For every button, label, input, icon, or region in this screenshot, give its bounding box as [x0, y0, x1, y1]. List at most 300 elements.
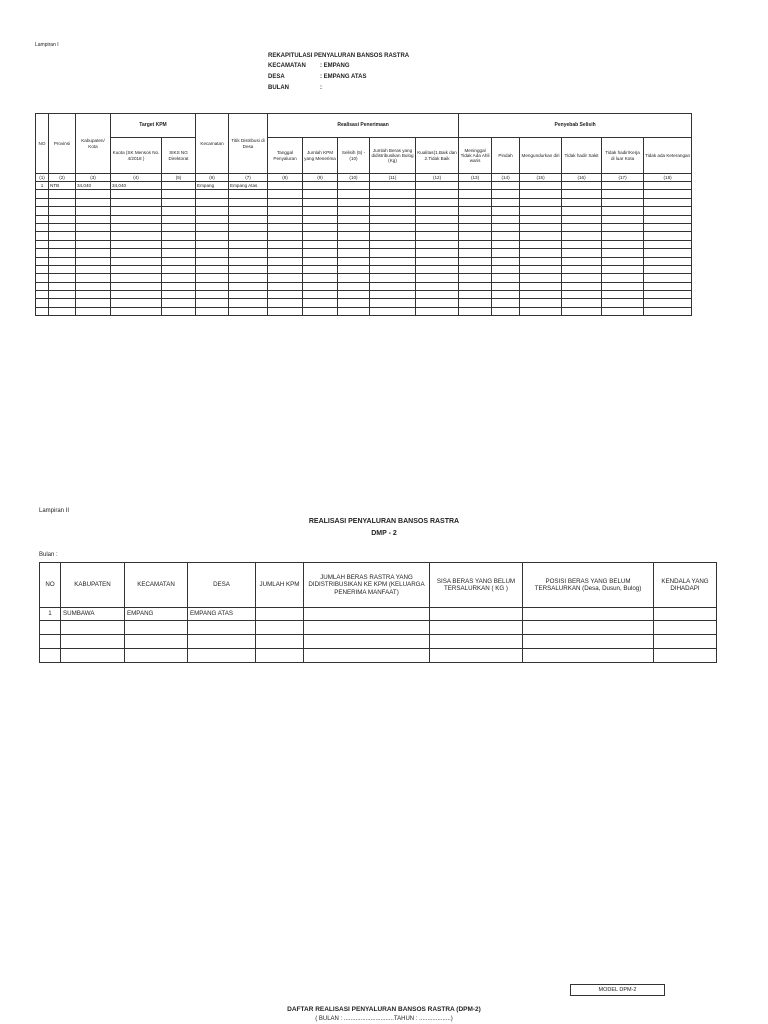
cell-empty — [36, 207, 49, 215]
cell-empty — [520, 198, 562, 206]
cell-empty — [303, 240, 338, 248]
cell2-kabupaten: SUMBAWA — [61, 608, 125, 621]
cell-empty — [520, 265, 562, 273]
col-number: (14) — [492, 174, 520, 182]
col-number: (9) — [303, 174, 338, 182]
cell-titik: Empang Atas — [229, 182, 268, 190]
cell-empty — [111, 274, 162, 282]
cell2-desa: EMPANG ATAS — [188, 608, 256, 621]
cell-empty — [162, 190, 196, 198]
cell-empty — [268, 307, 303, 315]
cell-empty — [36, 274, 49, 282]
cell-empty — [303, 198, 338, 206]
col-titik-distribusi: Titik Distribusi di Desa — [229, 114, 268, 174]
cell-empty — [268, 182, 303, 190]
realisasi-table — [39, 562, 717, 663]
cell-empty — [523, 608, 654, 621]
cell-empty — [338, 299, 370, 307]
cell-empty — [416, 257, 459, 265]
cell-empty — [188, 635, 256, 649]
cell-empty — [416, 291, 459, 299]
cell-empty — [602, 257, 644, 265]
cell-empty — [111, 240, 162, 248]
desa-label: DESA — [268, 74, 285, 80]
col-pindah: Pindah — [492, 138, 520, 174]
col-luar-kota: Tidak hadir/Kerja di luar Kota — [602, 138, 644, 174]
cell-empty — [644, 249, 692, 257]
cell-empty — [162, 274, 196, 282]
cell-empty — [459, 274, 492, 282]
cell-empty — [162, 282, 196, 290]
table-row — [36, 232, 692, 240]
cell-empty — [196, 207, 229, 215]
cell-empty — [188, 621, 256, 635]
cell-empty — [562, 232, 602, 240]
cell-siks — [162, 182, 196, 190]
table-row — [36, 274, 692, 282]
cell-empty — [492, 207, 520, 215]
cell-empty — [562, 257, 602, 265]
col-siks: SIKS NG Direktorat — [162, 138, 196, 174]
cell-empty — [416, 207, 459, 215]
cell-empty — [562, 215, 602, 223]
col2-jumlah-kpm: JUMLAH KPM — [256, 563, 304, 608]
cell-empty — [49, 282, 76, 290]
cell-empty — [36, 257, 49, 265]
cell-empty — [492, 265, 520, 273]
cell-empty — [229, 240, 268, 248]
cell-empty — [111, 291, 162, 299]
cell-empty — [196, 291, 229, 299]
cell-empty — [459, 182, 492, 190]
col-provinsi: Provinsi — [49, 114, 76, 174]
cell-empty — [303, 257, 338, 265]
cell-empty — [36, 190, 49, 198]
cell-empty — [76, 265, 111, 273]
cell-empty — [76, 240, 111, 248]
cell-empty — [76, 291, 111, 299]
cell-empty — [229, 198, 268, 206]
cell-empty — [338, 207, 370, 215]
cell-empty — [644, 282, 692, 290]
cell-empty — [520, 182, 562, 190]
col-tanggal: Tanggal Penyaluran — [268, 138, 303, 174]
cell-empty — [338, 307, 370, 315]
cell-empty — [644, 299, 692, 307]
cell-empty — [49, 215, 76, 223]
cell-empty — [76, 307, 111, 315]
cell-empty — [492, 182, 520, 190]
cell-empty — [111, 190, 162, 198]
cell-empty — [430, 649, 523, 663]
cell-empty — [654, 649, 717, 663]
cell-empty — [602, 274, 644, 282]
col-number: (13) — [459, 174, 492, 182]
cell-empty — [459, 190, 492, 198]
cell-empty — [162, 291, 196, 299]
cell-empty — [562, 198, 602, 206]
cell-empty — [370, 291, 416, 299]
col-selisih: Selisih (5) - (10) — [338, 138, 370, 174]
table-row — [36, 265, 692, 273]
cell2-no: 1 — [40, 608, 61, 621]
col2-kecamatan: KECAMATAN — [125, 563, 188, 608]
table-row — [40, 608, 717, 621]
sheet1-title: REKAPITULASI PENYALURAN BANSOS RASTRA — [268, 53, 410, 59]
cell-empty — [111, 265, 162, 273]
cell-empty — [520, 299, 562, 307]
cell-empty — [36, 282, 49, 290]
cell-empty — [76, 257, 111, 265]
lampiran-1-label: Lampiran I — [35, 42, 59, 48]
cell-empty — [338, 198, 370, 206]
cell-empty — [40, 635, 61, 649]
cell-empty — [36, 232, 49, 240]
col2-no: NO — [40, 563, 61, 608]
col-number: (6) — [196, 174, 229, 182]
cell-empty — [416, 274, 459, 282]
cell-empty — [430, 635, 523, 649]
col-no: NO — [36, 114, 49, 174]
cell-empty — [304, 649, 430, 663]
cell-empty — [36, 265, 49, 273]
col-jumlah-beras: Jumlah Beras yang didistribusikan Bulog (Kg) — [370, 138, 416, 174]
cell-empty — [338, 265, 370, 273]
cell-empty — [303, 249, 338, 257]
cell-empty — [370, 257, 416, 265]
cell-empty — [370, 215, 416, 223]
table-row — [36, 291, 692, 299]
cell-empty — [49, 190, 76, 198]
cell-empty — [125, 621, 188, 635]
sheet3-subtitle: ( BULAN : ..............................TAHUN : ...................) — [315, 1016, 453, 1022]
cell-empty — [602, 223, 644, 231]
cell-empty — [196, 190, 229, 198]
rekapitulasi-table — [35, 113, 692, 316]
cell-empty — [416, 190, 459, 198]
cell-empty — [459, 215, 492, 223]
cell-empty — [36, 291, 49, 299]
cell-empty — [49, 257, 76, 265]
cell-empty — [562, 240, 602, 248]
cell-empty — [654, 621, 717, 635]
cell-empty — [196, 307, 229, 315]
col-number: (4) — [111, 174, 162, 182]
cell-empty — [125, 635, 188, 649]
cell-empty — [303, 291, 338, 299]
cell-empty — [162, 223, 196, 231]
model-box: MODEL DPM-2 — [570, 984, 665, 996]
cell-empty — [229, 291, 268, 299]
cell-empty — [268, 240, 303, 248]
cell-empty — [268, 274, 303, 282]
cell-empty — [370, 307, 416, 315]
cell-empty — [370, 232, 416, 240]
cell-empty — [196, 223, 229, 231]
cell-empty — [61, 621, 125, 635]
cell-empty — [268, 190, 303, 198]
cell-empty — [338, 291, 370, 299]
table-row — [36, 257, 692, 265]
cell-empty — [562, 274, 602, 282]
table-row — [40, 621, 717, 635]
cell-empty — [303, 282, 338, 290]
cell-empty — [196, 299, 229, 307]
col2-kabupaten: KABUPATEN — [61, 563, 125, 608]
cell-empty — [520, 223, 562, 231]
cell-empty — [338, 257, 370, 265]
cell-empty — [492, 223, 520, 231]
cell-empty — [492, 282, 520, 290]
sheet2-title: REALISASI PENYALURAN BANSOS RASTRA — [308, 518, 460, 525]
cell-empty — [268, 223, 303, 231]
cell-empty — [338, 182, 370, 190]
cell-empty — [40, 621, 61, 635]
kecamatan-label: KECAMATAN — [268, 63, 306, 69]
cell-empty — [49, 223, 76, 231]
cell-empty — [523, 649, 654, 663]
cell-empty — [76, 190, 111, 198]
cell-empty — [268, 215, 303, 223]
cell-empty — [370, 223, 416, 231]
cell-empty — [229, 232, 268, 240]
cell-empty — [520, 207, 562, 215]
cell-empty — [111, 223, 162, 231]
cell-empty — [370, 240, 416, 248]
cell-empty — [61, 649, 125, 663]
cell-empty — [602, 190, 644, 198]
desa-value: : EMPANG ATAS — [320, 74, 367, 80]
cell-empty — [303, 299, 338, 307]
group-target-kpm: Target KPM — [111, 114, 196, 138]
cell-empty — [416, 240, 459, 248]
cell-empty — [520, 282, 562, 290]
col-number: (18) — [644, 174, 692, 182]
cell-empty — [196, 282, 229, 290]
cell-empty — [492, 198, 520, 206]
cell-empty — [562, 265, 602, 273]
cell-empty — [644, 182, 692, 190]
cell-empty — [268, 232, 303, 240]
cell-empty — [49, 198, 76, 206]
col-number: (17) — [602, 174, 644, 182]
cell-empty — [459, 265, 492, 273]
cell-empty — [459, 198, 492, 206]
lampiran-2-label: Lampiran II — [39, 508, 70, 514]
cell-empty — [644, 307, 692, 315]
col-kecamatan: Kecamatan — [196, 114, 229, 174]
cell-empty — [492, 232, 520, 240]
col-sakit: Tidak hadir Sakit — [562, 138, 602, 174]
cell-empty — [229, 265, 268, 273]
table-row — [36, 198, 692, 206]
cell-empty — [111, 198, 162, 206]
cell-empty — [492, 190, 520, 198]
cell-empty — [304, 635, 430, 649]
cell-empty — [162, 249, 196, 257]
cell-empty — [370, 265, 416, 273]
cell-empty — [196, 232, 229, 240]
cell-empty — [76, 232, 111, 240]
col-number: (10) — [338, 174, 370, 182]
cell-empty — [111, 307, 162, 315]
cell-empty — [416, 299, 459, 307]
cell-empty — [303, 274, 338, 282]
table-row — [36, 249, 692, 257]
cell-empty — [256, 635, 304, 649]
cell-empty — [268, 299, 303, 307]
cell-empty — [76, 215, 111, 223]
cell-kabupaten: 34,040 — [76, 182, 111, 190]
cell-empty — [562, 307, 602, 315]
cell-empty — [162, 265, 196, 273]
cell-empty — [430, 621, 523, 635]
cell-empty — [602, 265, 644, 273]
cell-empty — [229, 215, 268, 223]
cell-empty — [338, 282, 370, 290]
cell-empty — [416, 307, 459, 315]
cell-empty — [459, 299, 492, 307]
cell-empty — [49, 232, 76, 240]
col2-kendala: KENDALA YANG DIHADAPI — [654, 563, 717, 608]
cell-empty — [303, 265, 338, 273]
cell-empty — [459, 257, 492, 265]
cell-empty — [36, 307, 49, 315]
cell-empty — [196, 265, 229, 273]
col-kabupaten: Kabupaten/ Kota — [76, 114, 111, 174]
cell-empty — [459, 232, 492, 240]
cell-empty — [303, 190, 338, 198]
cell-empty — [162, 198, 196, 206]
cell-empty — [268, 282, 303, 290]
cell-empty — [644, 198, 692, 206]
cell-empty — [602, 182, 644, 190]
col-number: (12) — [416, 174, 459, 182]
cell-empty — [229, 274, 268, 282]
cell-empty — [459, 282, 492, 290]
cell-empty — [76, 282, 111, 290]
cell-empty — [76, 274, 111, 282]
cell-empty — [602, 307, 644, 315]
cell-empty — [562, 182, 602, 190]
bulan-2-label: Bulan : — [39, 552, 58, 558]
cell-empty — [111, 257, 162, 265]
cell-empty — [338, 240, 370, 248]
cell-empty — [602, 249, 644, 257]
cell-empty — [370, 249, 416, 257]
cell-empty — [416, 182, 459, 190]
cell-empty — [36, 249, 49, 257]
cell-empty — [459, 307, 492, 315]
cell-empty — [196, 215, 229, 223]
cell-empty — [644, 190, 692, 198]
cell-empty — [268, 265, 303, 273]
table-row — [36, 190, 692, 198]
cell-empty — [602, 198, 644, 206]
cell-empty — [303, 215, 338, 223]
cell-empty — [125, 649, 188, 663]
cell-empty — [196, 198, 229, 206]
cell-empty — [268, 207, 303, 215]
col2-posisi-beras: POSISI BERAS YANG BELUM TERSALURKAN (Desa, Dusun, Bulog) — [523, 563, 654, 608]
cell-kuota: 34,040 — [111, 182, 162, 190]
cell-empty — [492, 307, 520, 315]
cell-empty — [520, 257, 562, 265]
cell-empty — [256, 608, 304, 621]
table-row — [40, 635, 717, 649]
blank-rows — [36, 190, 692, 316]
cell-empty — [76, 198, 111, 206]
cell-empty — [520, 190, 562, 198]
col-number: (2) — [49, 174, 76, 182]
cell-empty — [370, 190, 416, 198]
cell-empty — [520, 215, 562, 223]
cell-empty — [520, 249, 562, 257]
cell-empty — [523, 635, 654, 649]
col-tidak-ada-keterangan: Tidak ada Keterangan — [644, 138, 692, 174]
cell-empty — [49, 240, 76, 248]
table-row — [40, 649, 717, 663]
cell-empty — [520, 240, 562, 248]
cell-empty — [76, 299, 111, 307]
table-row — [36, 215, 692, 223]
col-mengundurkan: Mengundurkan diri — [520, 138, 562, 174]
cell-empty — [520, 232, 562, 240]
cell-empty — [562, 207, 602, 215]
cell-empty — [196, 240, 229, 248]
cell-empty — [644, 207, 692, 215]
cell-empty — [370, 182, 416, 190]
col-jumlah-kpm: Jumlah KPM yang Menerima — [303, 138, 338, 174]
cell-empty — [188, 649, 256, 663]
cell-empty — [162, 207, 196, 215]
cell-empty — [562, 223, 602, 231]
cell-empty — [111, 282, 162, 290]
cell-provinsi: NTB — [49, 182, 76, 190]
cell-empty — [562, 249, 602, 257]
cell-empty — [492, 257, 520, 265]
cell-empty — [61, 635, 125, 649]
cell-empty — [654, 608, 717, 621]
cell-empty — [338, 232, 370, 240]
cell-empty — [229, 223, 268, 231]
cell-empty — [416, 282, 459, 290]
cell-empty — [338, 190, 370, 198]
cell-empty — [644, 291, 692, 299]
cell-empty — [520, 307, 562, 315]
cell-empty — [36, 223, 49, 231]
table-row — [36, 282, 692, 290]
sheet3-title: DAFTAR REALISASI PENYALURAN BANSOS RASTRA (DPM-2) — [287, 1006, 481, 1013]
cell-empty — [162, 299, 196, 307]
cell-empty — [602, 299, 644, 307]
cell-empty — [370, 198, 416, 206]
group-realisasi: Realisasi Penerimaan — [268, 114, 459, 138]
cell-empty — [644, 274, 692, 282]
cell-empty — [459, 291, 492, 299]
cell-empty — [111, 215, 162, 223]
cell-empty — [492, 274, 520, 282]
cell-empty — [644, 215, 692, 223]
cell-empty — [256, 649, 304, 663]
bulan-value: : — [320, 85, 322, 91]
cell-empty — [520, 291, 562, 299]
cell-empty — [49, 299, 76, 307]
column-number-row — [36, 174, 692, 182]
table-row — [36, 299, 692, 307]
cell-empty — [644, 240, 692, 248]
cell-empty — [602, 240, 644, 248]
